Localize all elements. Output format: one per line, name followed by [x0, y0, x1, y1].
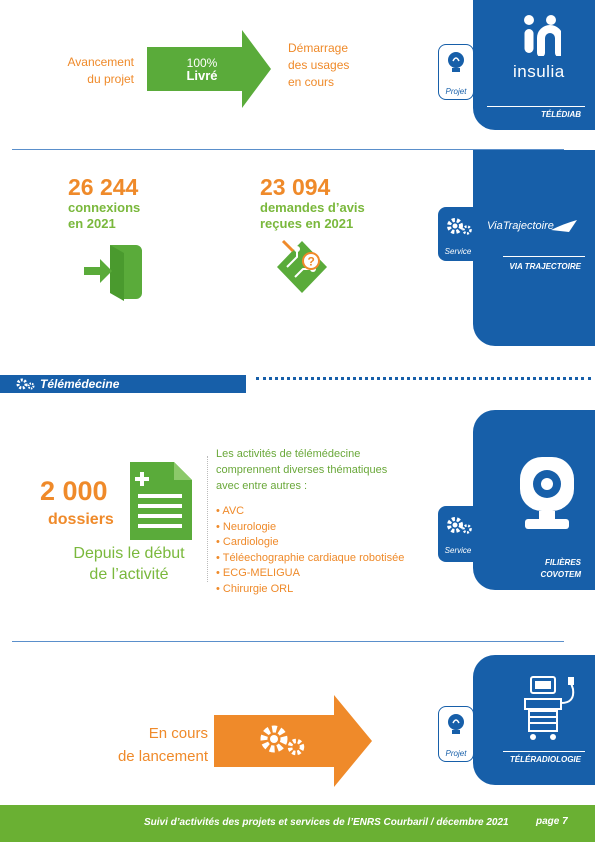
document-icon	[128, 460, 194, 542]
telediab-panel	[473, 0, 595, 130]
gears-icon	[446, 215, 472, 237]
panel-divider	[503, 256, 585, 257]
lightbulb-icon	[447, 713, 465, 735]
connexions-value: 26 244	[68, 174, 139, 200]
telemedecine-title: Télémédecine	[40, 377, 120, 391]
badge-label: Service	[444, 546, 472, 555]
viatrajectoire-panel	[473, 150, 595, 346]
insulia-logo-text: insulia	[513, 62, 565, 81]
arrow-swoosh-icon	[549, 218, 579, 234]
demandes-value: 23 094	[260, 174, 331, 200]
projet-badge	[438, 44, 474, 100]
footer-text: Suivi d’activités des projets et services de l’ENRS Courbaril / décembre 2021	[144, 817, 509, 828]
dossiers-value: 2 000	[40, 476, 108, 506]
viatrajectoire-logo	[487, 216, 583, 238]
badge-label: Projet	[445, 87, 467, 96]
circuit-question-icon	[273, 237, 331, 299]
vertical-divider	[207, 456, 209, 582]
dossiers-label: dossiers	[48, 511, 114, 528]
login-door-icon	[82, 241, 144, 303]
viatrajectoire-logo-text: ViaTrajectoire	[487, 220, 554, 232]
webcam-icon	[517, 454, 577, 536]
badge-label: Service	[444, 247, 472, 256]
section-divider	[12, 641, 564, 642]
activity-item: • Cardiologie	[216, 536, 279, 549]
activities-list	[216, 504, 404, 598]
launch-status-label: En cours de lancement	[117, 725, 208, 765]
progress-status: Livré	[186, 68, 218, 83]
dotted-rule	[256, 377, 591, 380]
service-badge	[438, 506, 478, 562]
connexions-label: connexions en 2021	[68, 200, 141, 231]
badge-label: Projet	[445, 749, 467, 758]
progress-label: Avancement du projet	[67, 55, 134, 86]
panel-name-covotem-line1: FILIÈRES	[544, 558, 581, 567]
panel-divider	[487, 106, 585, 107]
since-start-text: Depuis le début de l’activité	[73, 545, 185, 583]
usage-status-label: Démarrage des usages en cours	[288, 41, 350, 89]
service-badge	[438, 207, 478, 261]
ultrasound-machine-icon	[521, 675, 581, 745]
teleradiologie-panel	[473, 655, 595, 785]
panel-name-viatrajectoire: VIA TRAJECTOIRE	[509, 262, 581, 271]
page-number: page 7	[536, 816, 568, 827]
activity-item: • Neurologie	[216, 520, 277, 533]
gears-icon	[16, 377, 36, 391]
panel-name-teleradiologie: TÉLÉRADIOLOGIE	[509, 755, 581, 764]
activity-item: • AVC	[216, 505, 245, 517]
gears-icon	[446, 514, 472, 536]
activities-intro: Les activités de télémédecine comprennent diverses thématiques avec entre autres :	[216, 448, 388, 492]
svg-text:?: ?	[307, 254, 315, 269]
progress-percent: 100%	[186, 56, 218, 70]
panel-name-telediab: TÉLÉDIAB	[541, 110, 581, 119]
demandes-label: demandes d’avis reçues en 2021	[260, 200, 365, 231]
gears-icon	[258, 723, 310, 759]
telemedecine-bar	[0, 375, 246, 393]
projet-badge	[438, 706, 474, 762]
activity-item: • Téléechographie cardiaque robotisée	[216, 551, 405, 564]
activity-item: • ECG-MELIGUA	[216, 567, 300, 580]
activity-item: • Chirurgie ORL	[216, 582, 294, 595]
panel-name-covotem-line2: COVOTEM	[540, 570, 581, 579]
panel-divider	[503, 751, 585, 752]
insulia-logo-icon	[521, 14, 561, 56]
covotem-panel	[473, 410, 595, 590]
lightbulb-icon	[447, 51, 465, 73]
